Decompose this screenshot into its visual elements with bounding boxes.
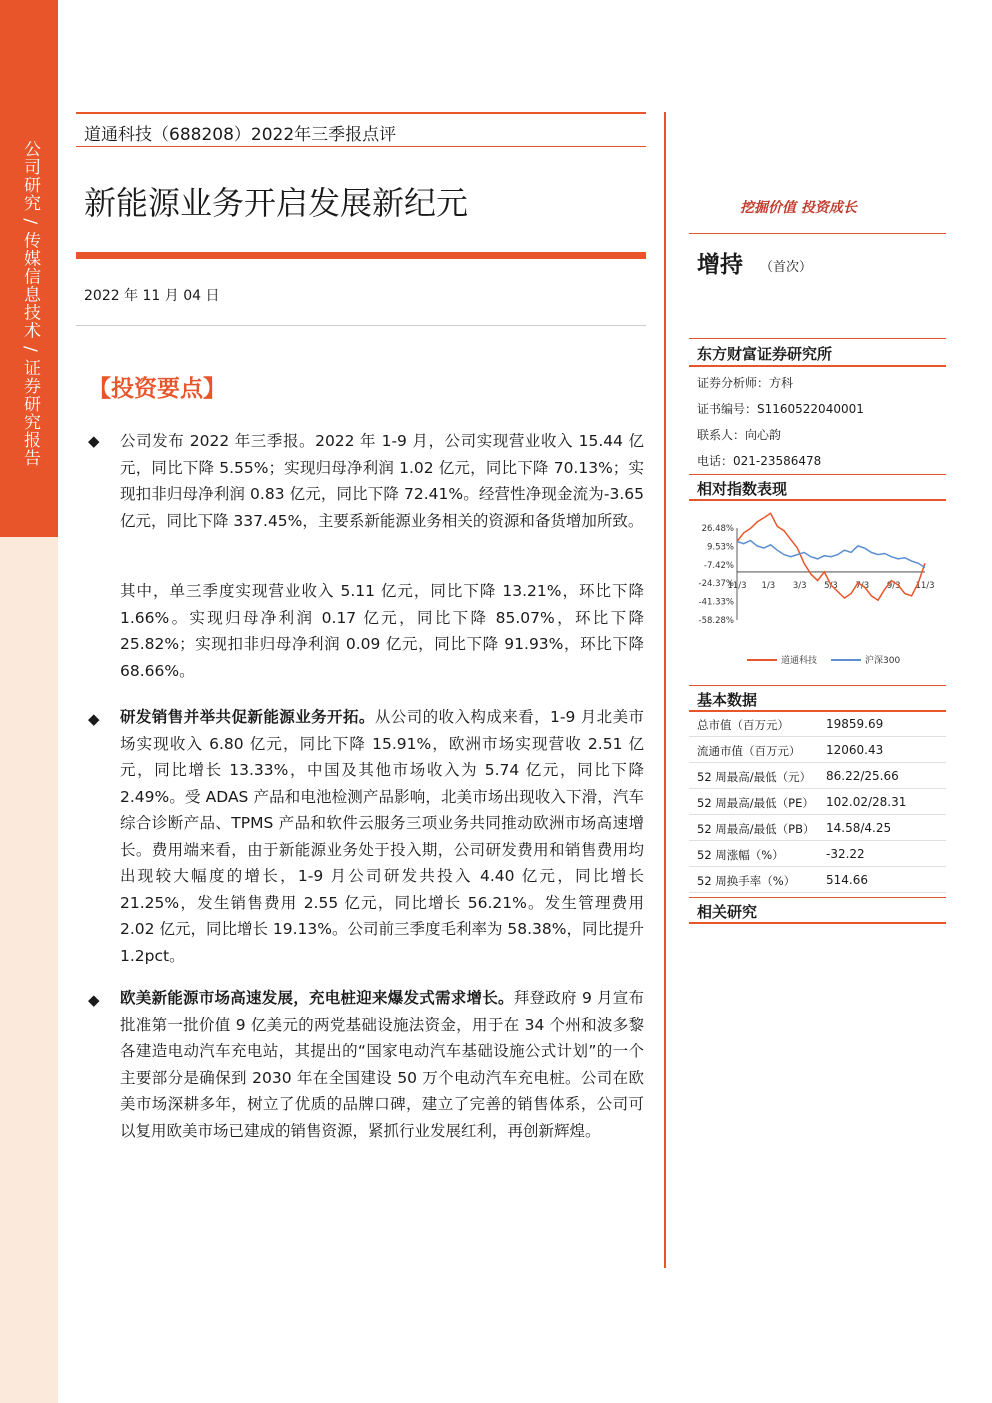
x-tick-label: 5/3 (824, 580, 838, 591)
sidebar-label: 公司研究 / 传媒信息技术 / 证券研究报告 (20, 140, 40, 468)
contact: 联系人：向心韵 (697, 428, 782, 442)
date-rule (76, 325, 646, 326)
rating-note: （首次） (760, 260, 813, 275)
paragraph: 欧美新能源市场高速发展，充电桩迎来爆发式需求增长。拜登政府 9 月宣布批准第一批价值 9 亿美元的两党基础设施法资金，用于在 34 个州和波多黎各建造电动汽车充电站，其提出的“国家电动汽车基础设施公式计划”的一个主要部分是确保到 2030 年在全国建设 50 万个电动汽车充电桩。公司在欧美市场深耕多年，树立了优质的品牌口碑，建立了完善的销售体系，公司可以复用欧美市场已建成的销售资源，紧抓行业发展红利，再创新辉煌。 (120, 989, 644, 1140)
relative-index-chart (689, 512, 946, 672)
page-title: 新能源业务开启发展新纪元 (84, 184, 469, 222)
index-chart-title: 相对指数表现 (697, 480, 788, 498)
stat-value: 14.58/4.25 (826, 821, 892, 835)
rule (689, 710, 946, 712)
slogan: 挖掘价值 投资成长 (740, 200, 857, 216)
rating: 增持 (697, 252, 743, 278)
stat-value: 514.66 (826, 873, 868, 887)
institute-name: 东方财富证券研究所 (697, 345, 833, 363)
analyst: 证券分析师：方科 (697, 376, 794, 390)
title-bar (76, 252, 646, 259)
stat-label: 52 周涨幅（%） (697, 848, 784, 862)
y-tick-label: -41.33% (698, 597, 734, 608)
phone: 电话：021-23586478 (697, 454, 822, 468)
paragraph: 研发销售并举共促新能源业务开拓。从公司的收入构成来看，1-9 月北美市场实现收入 6.80 亿元，同比下降 15.91%，欧洲市场实现营收 2.51 亿元，同比增长 13.33%，中国及其他市场收入为 5.74 亿元，同比下降 2.49%。受 ADAS 产品和电池检测产品影响，北美市场出现收入下滑，汽车综合诊断产品、TPMS 产品和软件云服务三项业务共同推动欧洲市场高速增长。费用端来看，由于新能源业务处于投入期，公司研发费用和销售费用均出现较大幅度的增长，1-9 月公司研发共投入 4.40 亿元，同比增长 21.25%，发生销售费用 2.55 亿元，同比增长 56.21%。发生管理费用 2.02 亿元，同比增长 19.13%。公司前三季度毛利率为 58.38%，同比提升 1.2pct。 (120, 708, 644, 965)
legend-label: 沪深300 (865, 656, 901, 666)
section-title: 【投资要点】 (88, 375, 226, 402)
paragraph: 其中，单三季度实现营业收入 5.11 亿元，同比下降 13.21%，环比下降 1.66%。实现归母净利润 0.17 亿元，同比下降 85.07%，环比下降 25.82%；实现扣非归母净利润 0.09 亿元，同比下降 91.93%，环比下降 68.66%。 (120, 582, 644, 680)
column-divider (664, 112, 666, 1268)
x-tick-label: 11/3 (727, 580, 747, 591)
report-date: 2022 年 11 月 04 日 (84, 288, 220, 304)
stat-label: 流通市值（百万元） (697, 744, 801, 758)
y-tick-label: -7.42% (703, 560, 734, 571)
stat-row-divider (689, 892, 946, 893)
related-research-title: 相关研究 (697, 903, 758, 921)
stat-value: -32.22 (826, 847, 865, 861)
stat-row-divider (689, 762, 946, 763)
rule (689, 897, 946, 898)
stat-row-divider (689, 814, 946, 815)
stat-label: 52 周换手率（%） (697, 874, 796, 888)
paragraph: 公司发布 2022 年三季报。2022 年 1-9 月，公司实现营业收入 15.44 亿元，同比下降 5.55%；实现归母净利润 1.02 亿元，同比下降 70.13%；实现扣非归母净利润 0.83 亿元，同比下降 72.41%。经营性净现金流为-3.65 亿元，同比下降 337.45%，主要系新能源业务相关的资源和备货增加所致。 (120, 432, 644, 530)
stat-label: 52 周最高/最低（PB） (697, 822, 815, 836)
sidebar (0, 0, 58, 1403)
legend-label: 道通科技 (781, 656, 818, 666)
x-tick-label: 1/3 (761, 580, 776, 591)
top-rule (76, 112, 646, 114)
x-tick-label: 9/3 (886, 580, 901, 591)
x-tick-label: 7/3 (855, 580, 870, 591)
stat-value: 86.22/25.66 (826, 769, 899, 783)
bullet-icon: ◆ (88, 710, 100, 728)
header-rule (76, 146, 646, 147)
stat-value: 12060.43 (826, 743, 884, 757)
report-type: 道通科技（688208）2022年三季报点评 (84, 125, 397, 145)
rule (689, 499, 946, 501)
stat-row-divider (689, 788, 946, 789)
rule (689, 922, 946, 924)
y-tick-label: -58.28% (698, 616, 734, 626)
stat-label: 52 周最高/最低（PE） (697, 796, 814, 810)
stat-value: 102.02/28.31 (826, 795, 907, 809)
y-tick-label: -24.37% (698, 579, 734, 590)
rule (689, 365, 946, 367)
stat-label: 52 周最高/最低（元） (697, 770, 812, 784)
bullet-icon: ◆ (88, 991, 100, 1009)
rule (689, 338, 946, 339)
rule (689, 233, 946, 234)
stat-row-divider (689, 840, 946, 841)
y-tick-label: 26.48% (701, 524, 734, 534)
x-tick-label: 3/3 (792, 580, 807, 591)
cert-number: 证书编号：S1160522040001 (697, 402, 864, 416)
stat-label: 总市值（百万元） (697, 718, 789, 732)
series-line-2 (737, 541, 925, 568)
bullet-icon: ◆ (88, 432, 100, 450)
stat-row-divider (689, 866, 946, 867)
stat-row-divider (689, 736, 946, 737)
rule (689, 474, 946, 475)
x-tick-label: 11/3 (915, 580, 935, 591)
y-tick-label: 9.53% (706, 542, 734, 553)
stat-value: 19859.69 (826, 717, 884, 731)
rule (689, 685, 946, 686)
basic-data-title: 基本数据 (697, 691, 758, 709)
